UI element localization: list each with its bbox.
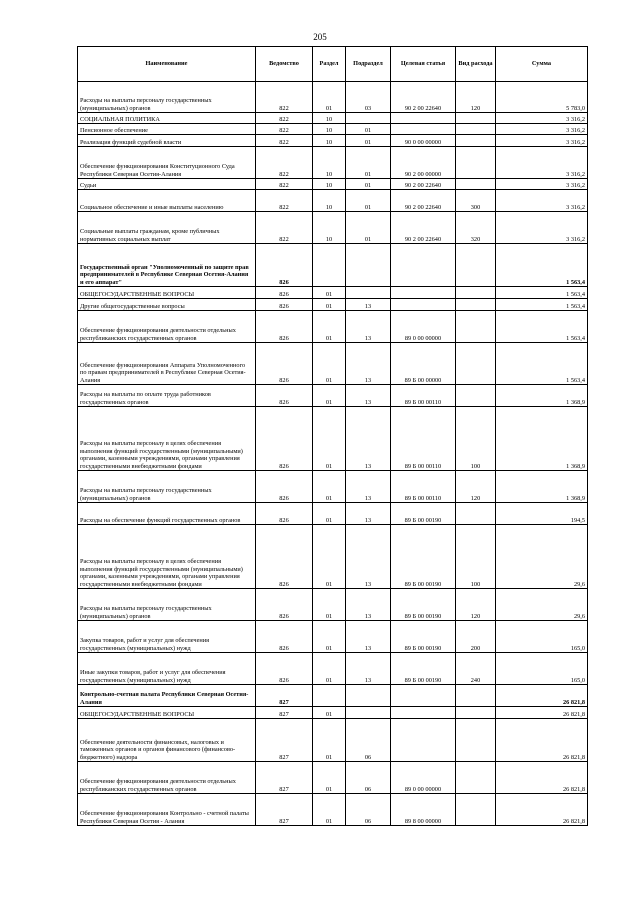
cell-subsection: 01 (346, 179, 391, 190)
table-row (78, 299, 588, 311)
cell-section: 10 (313, 212, 346, 244)
cell-sum: 1 368,9 (496, 471, 588, 503)
cell-dept: 822 (256, 135, 313, 147)
cell-subsection (346, 244, 391, 287)
cell-expense-type (456, 135, 496, 147)
cell-dept: 826 (256, 589, 313, 621)
cell-target: 90 2 00 22640 (391, 212, 456, 244)
cell-target: 90 0 00 00000 (391, 135, 456, 147)
cell-target: 89 Б 00 00110 (391, 471, 456, 503)
cell-name: Обеспечение функционирования деятельности отдельных республиканских государственных органов (78, 762, 256, 794)
cell-dept: 827 (256, 719, 313, 762)
cell-target (391, 299, 456, 311)
cell-name: Иные закупки товаров, работ и услуг для обеспечения государственных (муниципальных) нужд (78, 653, 256, 685)
cell-subsection: 13 (346, 621, 391, 653)
cell-subsection: 06 (346, 794, 391, 826)
cell-subsection (346, 707, 391, 719)
table-row (78, 212, 588, 244)
cell-section (313, 685, 346, 707)
cell-sum: 3 316,2 (496, 113, 588, 124)
table-row (78, 589, 588, 621)
table-row (78, 471, 588, 503)
cell-subsection: 13 (346, 407, 391, 471)
cell-sum: 29,6 (496, 589, 588, 621)
cell-name: Расходы на выплаты персоналу в целях обеспечения выполнения функций государственными (муниципальными) органами, казенными учреждениями, органами управления государственными внебюджетными фондами (78, 407, 256, 471)
header-dept: Ведомство (256, 47, 313, 82)
cell-dept: 827 (256, 685, 313, 707)
cell-subsection: 13 (346, 343, 391, 385)
cell-section: 01 (313, 653, 346, 685)
cell-expense-type (456, 762, 496, 794)
table-row (78, 719, 588, 762)
cell-name: Обеспечение деятельности финансовых, налоговых и таможенных органов и органов финансового (финансово-бюджетного) надзора (78, 719, 256, 762)
cell-expense-type (456, 179, 496, 190)
table-row (78, 190, 588, 212)
cell-target: 89 Б 00 00000 (391, 343, 456, 385)
cell-name: Судьи (78, 179, 256, 190)
header-target: Целевая статья (391, 47, 456, 82)
cell-expense-type: 120 (456, 471, 496, 503)
cell-section: 01 (313, 407, 346, 471)
table-row (78, 135, 588, 147)
cell-dept: 826 (256, 311, 313, 343)
cell-expense-type: 120 (456, 589, 496, 621)
cell-section: 01 (313, 762, 346, 794)
cell-sum: 26 821,8 (496, 685, 588, 707)
cell-section: 10 (313, 147, 346, 179)
cell-name: Пенсионное обеспечение (78, 124, 256, 135)
cell-expense-type: 100 (456, 407, 496, 471)
cell-dept: 822 (256, 179, 313, 190)
cell-expense-type (456, 124, 496, 135)
cell-section: 01 (313, 525, 346, 589)
table-row (78, 762, 588, 794)
cell-sum: 3 316,2 (496, 179, 588, 190)
cell-subsection: 06 (346, 719, 391, 762)
cell-subsection: 13 (346, 299, 391, 311)
cell-dept: 826 (256, 653, 313, 685)
cell-subsection: 13 (346, 589, 391, 621)
cell-expense-type: 100 (456, 525, 496, 589)
table-row (78, 113, 588, 124)
cell-dept: 826 (256, 407, 313, 471)
cell-subsection: 01 (346, 124, 391, 135)
cell-sum: 194,5 (496, 503, 588, 525)
cell-target (391, 287, 456, 299)
cell-sum: 1 563,4 (496, 299, 588, 311)
cell-expense-type (456, 147, 496, 179)
cell-dept: 822 (256, 124, 313, 135)
table-row (78, 685, 588, 707)
cell-sum: 3 316,2 (496, 147, 588, 179)
cell-name: Расходы на выплаты персоналу государственных (муниципальных) органов (78, 82, 256, 113)
cell-section: 01 (313, 589, 346, 621)
cell-name: ОБЩЕГОСУДАРСТВЕННЫЕ ВОПРОСЫ (78, 287, 256, 299)
cell-dept: 822 (256, 190, 313, 212)
table-row (78, 147, 588, 179)
cell-sum: 26 821,8 (496, 707, 588, 719)
cell-subsection: 01 (346, 190, 391, 212)
cell-expense-type (456, 299, 496, 311)
cell-section: 10 (313, 179, 346, 190)
cell-section: 01 (313, 719, 346, 762)
cell-dept: 827 (256, 762, 313, 794)
header-expense-type: Вид расхода (456, 47, 496, 82)
cell-target: 89 0 00 00000 (391, 762, 456, 794)
cell-target (391, 244, 456, 287)
cell-target: 89 Б 00 00190 (391, 589, 456, 621)
cell-subsection: 13 (346, 471, 391, 503)
cell-target (391, 113, 456, 124)
cell-dept: 826 (256, 287, 313, 299)
header-subsection: Подраздел (346, 47, 391, 82)
cell-target: 89 Б 00 00190 (391, 621, 456, 653)
cell-name: Социальное обеспечение и иные выплаты населению (78, 190, 256, 212)
cell-sum: 26 821,8 (496, 762, 588, 794)
table-row (78, 179, 588, 190)
cell-target: 89 Б 00 00190 (391, 503, 456, 525)
cell-name: СОЦИАЛЬНАЯ ПОЛИТИКА (78, 113, 256, 124)
cell-subsection: 03 (346, 82, 391, 113)
cell-target (391, 719, 456, 762)
page-number: 205 (313, 32, 327, 42)
cell-sum: 26 821,8 (496, 794, 588, 826)
cell-target (391, 124, 456, 135)
cell-expense-type (456, 685, 496, 707)
cell-subsection (346, 113, 391, 124)
cell-sum: 3 316,2 (496, 190, 588, 212)
cell-section: 01 (313, 503, 346, 525)
header-sum: Сумма (496, 47, 588, 82)
cell-name: Расходы на выплаты по оплате труда работников государственных органов (78, 385, 256, 407)
cell-target: 90 2 00 22640 (391, 190, 456, 212)
cell-subsection: 13 (346, 503, 391, 525)
budget-table (77, 46, 588, 826)
cell-name: Расходы на обеспечение функций государственных органов (78, 503, 256, 525)
cell-section: 01 (313, 385, 346, 407)
table-row (78, 794, 588, 826)
cell-subsection: 01 (346, 147, 391, 179)
cell-subsection: 13 (346, 653, 391, 685)
cell-section: 01 (313, 471, 346, 503)
cell-dept: 822 (256, 212, 313, 244)
cell-name: Государственный орган "Уполномоченный по защите прав предпринимателей в Республике Северная Осетия-Алания и его аппарат" (78, 244, 256, 287)
cell-expense-type (456, 287, 496, 299)
cell-subsection: 01 (346, 212, 391, 244)
cell-section: 01 (313, 287, 346, 299)
cell-expense-type (456, 113, 496, 124)
cell-sum: 1 563,4 (496, 311, 588, 343)
table-header-row (78, 47, 588, 82)
table-row (78, 124, 588, 135)
cell-target: 89 Б 00 00110 (391, 385, 456, 407)
cell-expense-type: 240 (456, 653, 496, 685)
cell-expense-type (456, 311, 496, 343)
cell-section: 01 (313, 343, 346, 385)
cell-target: 89 0 00 00000 (391, 311, 456, 343)
cell-section: 01 (313, 707, 346, 719)
cell-expense-type: 120 (456, 82, 496, 113)
cell-name: Закупка товаров, работ и услуг для обеспечения государственных (муниципальных) нужд (78, 621, 256, 653)
cell-subsection (346, 287, 391, 299)
cell-name: Социальные выплаты гражданам, кроме публичных нормативных социальных выплат (78, 212, 256, 244)
cell-sum: 26 821,8 (496, 719, 588, 762)
table-row (78, 244, 588, 287)
table-row (78, 707, 588, 719)
cell-expense-type: 320 (456, 212, 496, 244)
cell-dept: 826 (256, 621, 313, 653)
cell-name: Обеспечение функционирования деятельности отдельных республиканских государственных органов (78, 311, 256, 343)
cell-target: 90 2 00 22640 (391, 82, 456, 113)
cell-sum: 1 563,4 (496, 343, 588, 385)
cell-sum: 165,0 (496, 621, 588, 653)
cell-subsection: 13 (346, 385, 391, 407)
cell-expense-type (456, 385, 496, 407)
cell-name: Расходы на выплаты персоналу государственных (муниципальных) органов (78, 471, 256, 503)
cell-dept: 826 (256, 385, 313, 407)
cell-name: Контрольно-счетная палата Республики Северная Осетия-Алания (78, 685, 256, 707)
cell-section: 01 (313, 299, 346, 311)
cell-dept: 826 (256, 471, 313, 503)
cell-section: 01 (313, 794, 346, 826)
cell-target: 89 Б 00 00190 (391, 525, 456, 589)
table-row (78, 407, 588, 471)
table-row (78, 385, 588, 407)
cell-sum: 3 316,2 (496, 135, 588, 147)
cell-section: 10 (313, 190, 346, 212)
cell-section: 10 (313, 113, 346, 124)
cell-dept: 826 (256, 299, 313, 311)
cell-name: Обеспечение функционирования Конституционного Суда Республики Северная Осетия-Алания (78, 147, 256, 179)
cell-sum: 165,0 (496, 653, 588, 685)
cell-sum: 1 563,4 (496, 287, 588, 299)
cell-target: 90 2 00 22640 (391, 179, 456, 190)
cell-sum: 29,6 (496, 525, 588, 589)
cell-target: 89 Б 00 00190 (391, 653, 456, 685)
header-section: Раздел (313, 47, 346, 82)
cell-name: Другие общегосударственные вопросы (78, 299, 256, 311)
cell-expense-type: 200 (456, 621, 496, 653)
cell-section: 01 (313, 82, 346, 113)
header-name: Наименование (78, 47, 256, 82)
cell-expense-type (456, 343, 496, 385)
cell-target: 89 Б 00 00110 (391, 407, 456, 471)
cell-sum: 1 563,4 (496, 244, 588, 287)
cell-name: Обеспечение функционирования Контрольно - счетной палаты Республики Северная Осетия - Алания (78, 794, 256, 826)
cell-sum: 5 783,0 (496, 82, 588, 113)
cell-dept: 826 (256, 525, 313, 589)
cell-name: Реализация функций судебной власти (78, 135, 256, 147)
cell-section: 10 (313, 135, 346, 147)
cell-subsection: 01 (346, 135, 391, 147)
cell-name: Расходы на выплаты персоналу государственных (муниципальных) органов (78, 589, 256, 621)
cell-dept: 822 (256, 82, 313, 113)
cell-subsection: 06 (346, 762, 391, 794)
cell-sum: 3 316,2 (496, 124, 588, 135)
table-row (78, 621, 588, 653)
cell-dept: 822 (256, 113, 313, 124)
cell-sum: 3 316,2 (496, 212, 588, 244)
cell-section: 01 (313, 621, 346, 653)
table-row (78, 653, 588, 685)
cell-expense-type (456, 794, 496, 826)
table-row (78, 525, 588, 589)
cell-target (391, 685, 456, 707)
cell-name: ОБЩЕГОСУДАРСТВЕННЫЕ ВОПРОСЫ (78, 707, 256, 719)
cell-sum: 1 368,9 (496, 407, 588, 471)
cell-expense-type (456, 707, 496, 719)
cell-expense-type (456, 244, 496, 287)
table-row (78, 343, 588, 385)
cell-dept: 827 (256, 794, 313, 826)
cell-target: 90 2 00 00000 (391, 147, 456, 179)
cell-dept: 827 (256, 707, 313, 719)
cell-expense-type (456, 719, 496, 762)
cell-expense-type: 300 (456, 190, 496, 212)
cell-subsection (346, 685, 391, 707)
cell-dept: 826 (256, 244, 313, 287)
cell-section (313, 244, 346, 287)
cell-dept: 826 (256, 343, 313, 385)
cell-sum: 1 368,9 (496, 385, 588, 407)
table-row (78, 503, 588, 525)
cell-name: Обеспечение функционирования Аппарата Уполномоченного по правам предпринимателей в Республике Северная Осетия-Алания (78, 343, 256, 385)
cell-dept: 826 (256, 503, 313, 525)
cell-expense-type (456, 503, 496, 525)
cell-section: 10 (313, 124, 346, 135)
cell-section: 01 (313, 311, 346, 343)
cell-subsection: 13 (346, 311, 391, 343)
cell-target (391, 707, 456, 719)
table-row (78, 287, 588, 299)
cell-name: Расходы на выплаты персоналу в целях обеспечения выполнения функций государственными (муниципальными) органами, казенными учреждениями, органами управления государственными внебюджетными фондами (78, 525, 256, 589)
cell-dept: 822 (256, 147, 313, 179)
cell-subsection: 13 (346, 525, 391, 589)
table-row (78, 82, 588, 113)
table-row (78, 311, 588, 343)
cell-target: 89 8 00 00000 (391, 794, 456, 826)
